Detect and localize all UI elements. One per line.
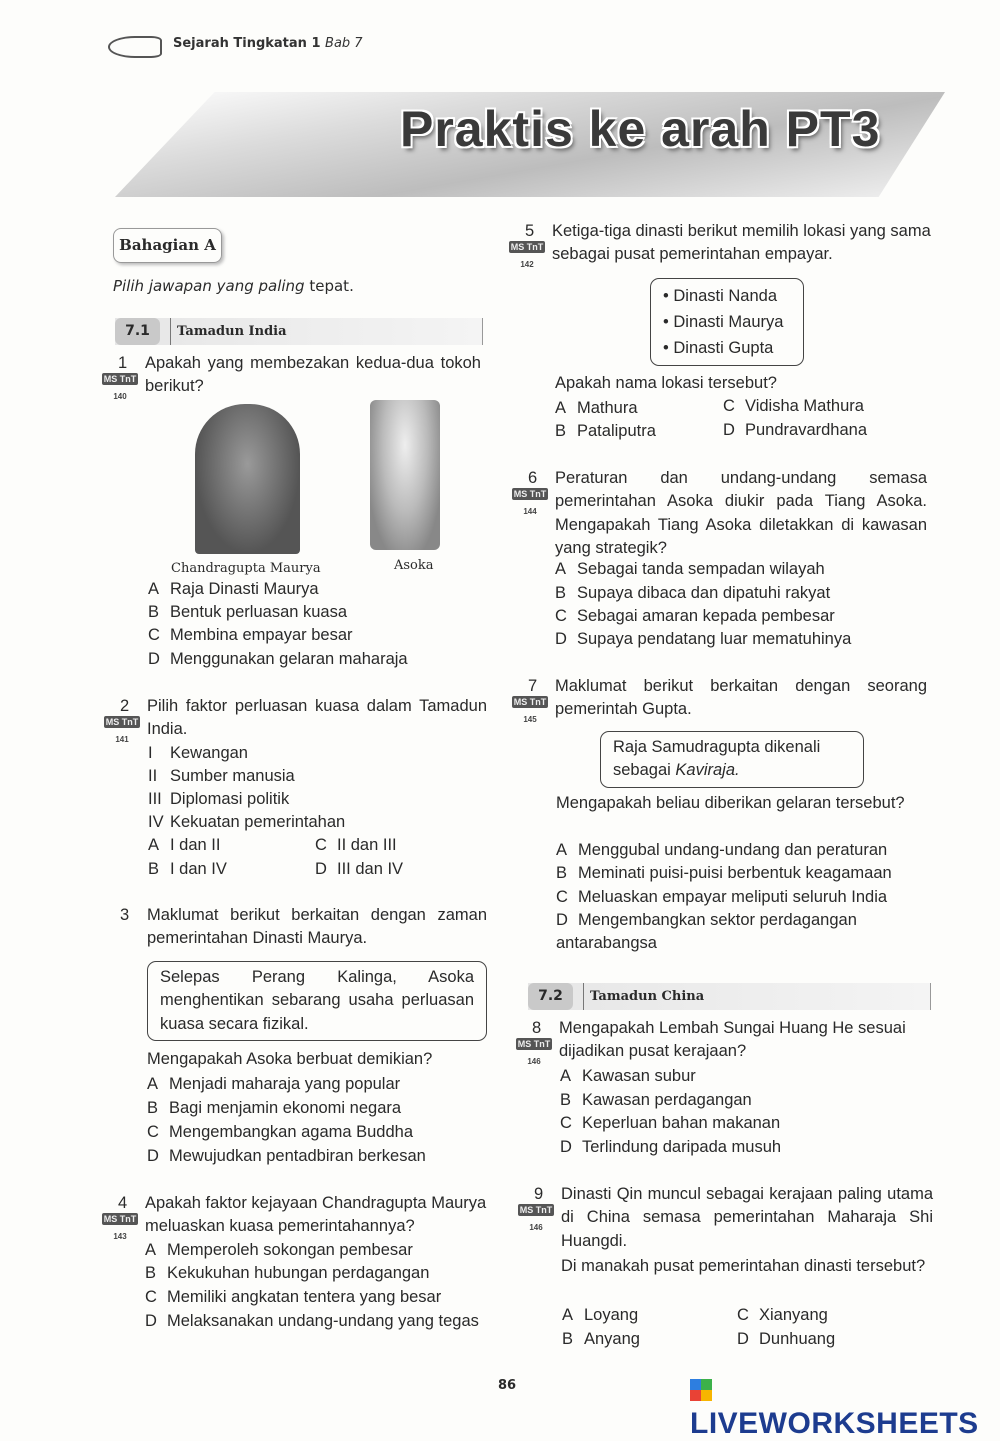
question-text: Apakah yang membezakan kedua-dua tokoh berikut? bbox=[145, 354, 481, 396]
question-number: 4 bbox=[118, 1194, 128, 1212]
option-d[interactable]: D Dunhuang bbox=[737, 1330, 836, 1348]
option-a[interactable]: A Mathura bbox=[555, 399, 638, 417]
option-d[interactable]: D Mewujudkan pentadbiran berkesan bbox=[147, 1147, 426, 1165]
option-d[interactable]: D Pundravardhana bbox=[723, 421, 868, 439]
option-c[interactable]: C Memiliki angkatan tentera yang besar bbox=[145, 1288, 442, 1306]
option-c[interactable]: C II dan III bbox=[315, 836, 397, 854]
list-item: • Dinasti Maurya bbox=[663, 313, 784, 331]
option-b[interactable]: B Kekukuhan hubungan perdagangan bbox=[145, 1264, 430, 1282]
option-b[interactable]: B Anyang bbox=[562, 1330, 640, 1348]
question-number: 7 bbox=[528, 677, 538, 695]
option-d[interactable]: D Supaya pendatang luar mematuhinya bbox=[555, 630, 852, 648]
question-prompt: Di manakah pusat pemerintahan dinasti tersebut? bbox=[561, 1257, 926, 1275]
question-text: Ketiga-tiga dinasti berikut memilih lokasi yang sama sebagai pusat pemerintahan empayar. bbox=[552, 222, 931, 264]
option-d[interactable]: D Menggunakan gelaran maharaja bbox=[148, 650, 408, 668]
question-text: Maklumat berikut berkaitan dengan zaman pemerintahan Dinasti Maurya. bbox=[147, 906, 487, 948]
section-header-7-1 bbox=[115, 318, 483, 345]
textbook-badge: MS TnT 146 bbox=[517, 1039, 551, 1066]
question-text: Apakah faktor kejayaan Chandragupta Maurya meluaskan kuasa pemerintahannya? bbox=[145, 1194, 487, 1236]
question-number: 6 bbox=[528, 469, 538, 487]
textbook-badge: MS TnT 142 bbox=[510, 242, 544, 269]
list-item: I Kewangan bbox=[148, 744, 248, 762]
option-d[interactable]: D Terlindung daripada musuh bbox=[560, 1138, 782, 1156]
option-c[interactable]: C Xianyang bbox=[737, 1306, 828, 1324]
textbook-badge: MS TnT 140 bbox=[103, 374, 137, 401]
option-a[interactable]: A Menjadi maharaja yang popular bbox=[147, 1075, 401, 1093]
instruction-plain: tepat. bbox=[309, 277, 354, 295]
option-b[interactable]: B Bentuk perluasan kuasa bbox=[148, 603, 348, 621]
option-d[interactable]: D Melaksanakan undang-undang yang tegas bbox=[145, 1312, 479, 1330]
chandragupta-statue-image bbox=[195, 404, 300, 554]
list-item: II Sumber manusia bbox=[148, 767, 295, 785]
textbook-badge: MS TnT 143 bbox=[103, 1214, 137, 1241]
question-text: Peraturan dan undang-undang semasa pemerintahan Asoka diukir pada Tiang Asoka. Mengapakah Tiang Asoka diletakkan di kawasan yang strategik? bbox=[555, 469, 927, 557]
option-b[interactable]: B Supaya dibaca dan dipatuhi rakyat bbox=[555, 584, 831, 602]
dynasty-list-box bbox=[650, 278, 804, 366]
option-a[interactable]: A Sebagai tanda sempadan wilayah bbox=[555, 560, 825, 578]
question-text: Pilih faktor perluasan kuasa dalam Tamadun India. bbox=[147, 697, 487, 739]
option-c[interactable]: C Membina empayar besar bbox=[148, 626, 353, 644]
option-a[interactable]: A Menggubal undang-undang dan peraturan bbox=[556, 841, 888, 859]
option-c[interactable]: C Mengembangkan agama Buddha bbox=[147, 1123, 414, 1141]
option-b[interactable]: B Bagi menjamin ekonomi negara bbox=[147, 1099, 402, 1117]
question-prompt: Mengapakah Asoka berbuat demikian? bbox=[147, 1050, 433, 1068]
instruction bbox=[113, 277, 354, 295]
question-number: 9 bbox=[534, 1185, 544, 1203]
question-text: Maklumat berikut berkaitan dengan seorang pemerintah Gupta. bbox=[555, 677, 927, 719]
section-title: Tamadun China bbox=[583, 983, 704, 1010]
asoka-portrait-image bbox=[370, 400, 440, 550]
list-item: • Dinasti Gupta bbox=[663, 339, 774, 357]
option-a[interactable]: A I dan II bbox=[148, 836, 221, 854]
option-b[interactable]: B Kawasan perdagangan bbox=[560, 1091, 752, 1109]
section-label: Bahagian A bbox=[113, 228, 222, 263]
option-c[interactable]: C Sebagai amaran kepada pembesar bbox=[555, 607, 835, 625]
option-a[interactable]: A Loyang bbox=[562, 1306, 639, 1324]
option-d[interactable]: D Mengembangkan sektor perdagangan antarabangsa bbox=[556, 911, 857, 953]
question-text: Mengapakah Lembah Sungai Huang He sesuai dijadikan pusat kerajaan? bbox=[559, 1019, 906, 1061]
question-number: 1 bbox=[118, 354, 128, 372]
option-a[interactable]: A Kawasan subur bbox=[560, 1067, 696, 1085]
question-number: 5 bbox=[525, 222, 535, 240]
info-box: Raja Samudragupta dikenali sebagai Kaviraja. bbox=[600, 731, 864, 788]
option-b[interactable]: B Meminati puisi-puisi berbentuk keagamaan bbox=[556, 864, 892, 882]
image-caption: Chandragupta Maurya bbox=[171, 561, 321, 576]
question-number: 3 bbox=[120, 906, 130, 924]
option-c[interactable]: C Vidisha Mathura bbox=[723, 397, 864, 415]
question-prompt: Mengapakah beliau diberikan gelaran tersebut? bbox=[556, 794, 905, 812]
liveworksheets-logo-icon bbox=[690, 1379, 712, 1401]
page-number: 86 bbox=[498, 1378, 517, 1393]
instruction-italic: Pilih jawapan yang paling bbox=[113, 277, 305, 295]
info-box: Selepas Perang Kalinga, Asoka menghentikan sebarang usaha perluasan kuasa secara fizikal. bbox=[147, 961, 487, 1041]
book-title: Sejarah Tingkatan 1 bbox=[173, 36, 321, 51]
question-prompt: Apakah nama lokasi tersebut? bbox=[555, 374, 777, 392]
textbook-badge: MS TnT 145 bbox=[513, 697, 547, 724]
option-c[interactable]: C Meluaskan empayar meliputi seluruh India bbox=[556, 888, 888, 906]
option-c[interactable]: C Keperluan bahan makanan bbox=[560, 1114, 781, 1132]
list-item: IV Kekuatan pemerintahan bbox=[148, 813, 346, 831]
page-title: Praktis ke arah PT3 bbox=[400, 101, 881, 157]
section-number: 7.1 bbox=[115, 318, 160, 345]
textbook-badge: MS TnT 141 bbox=[105, 717, 139, 744]
list-item: III Diplomasi politik bbox=[148, 790, 290, 808]
option-b[interactable]: B I dan IV bbox=[148, 860, 227, 878]
textbook-badge: MS TnT 146 bbox=[519, 1205, 553, 1232]
publisher-logo-icon bbox=[108, 36, 162, 58]
image-caption: Asoka bbox=[394, 558, 434, 573]
section-title: Tamadun India bbox=[170, 318, 287, 345]
section-number: 7.2 bbox=[528, 983, 573, 1010]
chapter-label: Bab 7 bbox=[325, 36, 363, 51]
option-a[interactable]: A Raja Dinasti Maurya bbox=[148, 580, 319, 598]
option-d[interactable]: D III dan IV bbox=[315, 860, 404, 878]
option-b[interactable]: B Pataliputra bbox=[555, 422, 656, 440]
textbook-badge: MS TnT 144 bbox=[513, 489, 547, 516]
question-text: Dinasti Qin muncul sebagai kerajaan paling utama di China semasa pemerintahan Maharaja Shi Huangdi. bbox=[561, 1185, 933, 1250]
list-item: • Dinasti Nanda bbox=[663, 287, 778, 305]
question-number: 2 bbox=[120, 697, 130, 715]
option-a[interactable]: A Memperoleh sokongan pembesar bbox=[145, 1241, 413, 1259]
running-header bbox=[173, 36, 363, 51]
question-number: 8 bbox=[532, 1019, 542, 1037]
section-header-7-2 bbox=[528, 983, 931, 1010]
liveworksheets-watermark: LIVEWORKSHEETS bbox=[690, 1373, 1000, 1441]
